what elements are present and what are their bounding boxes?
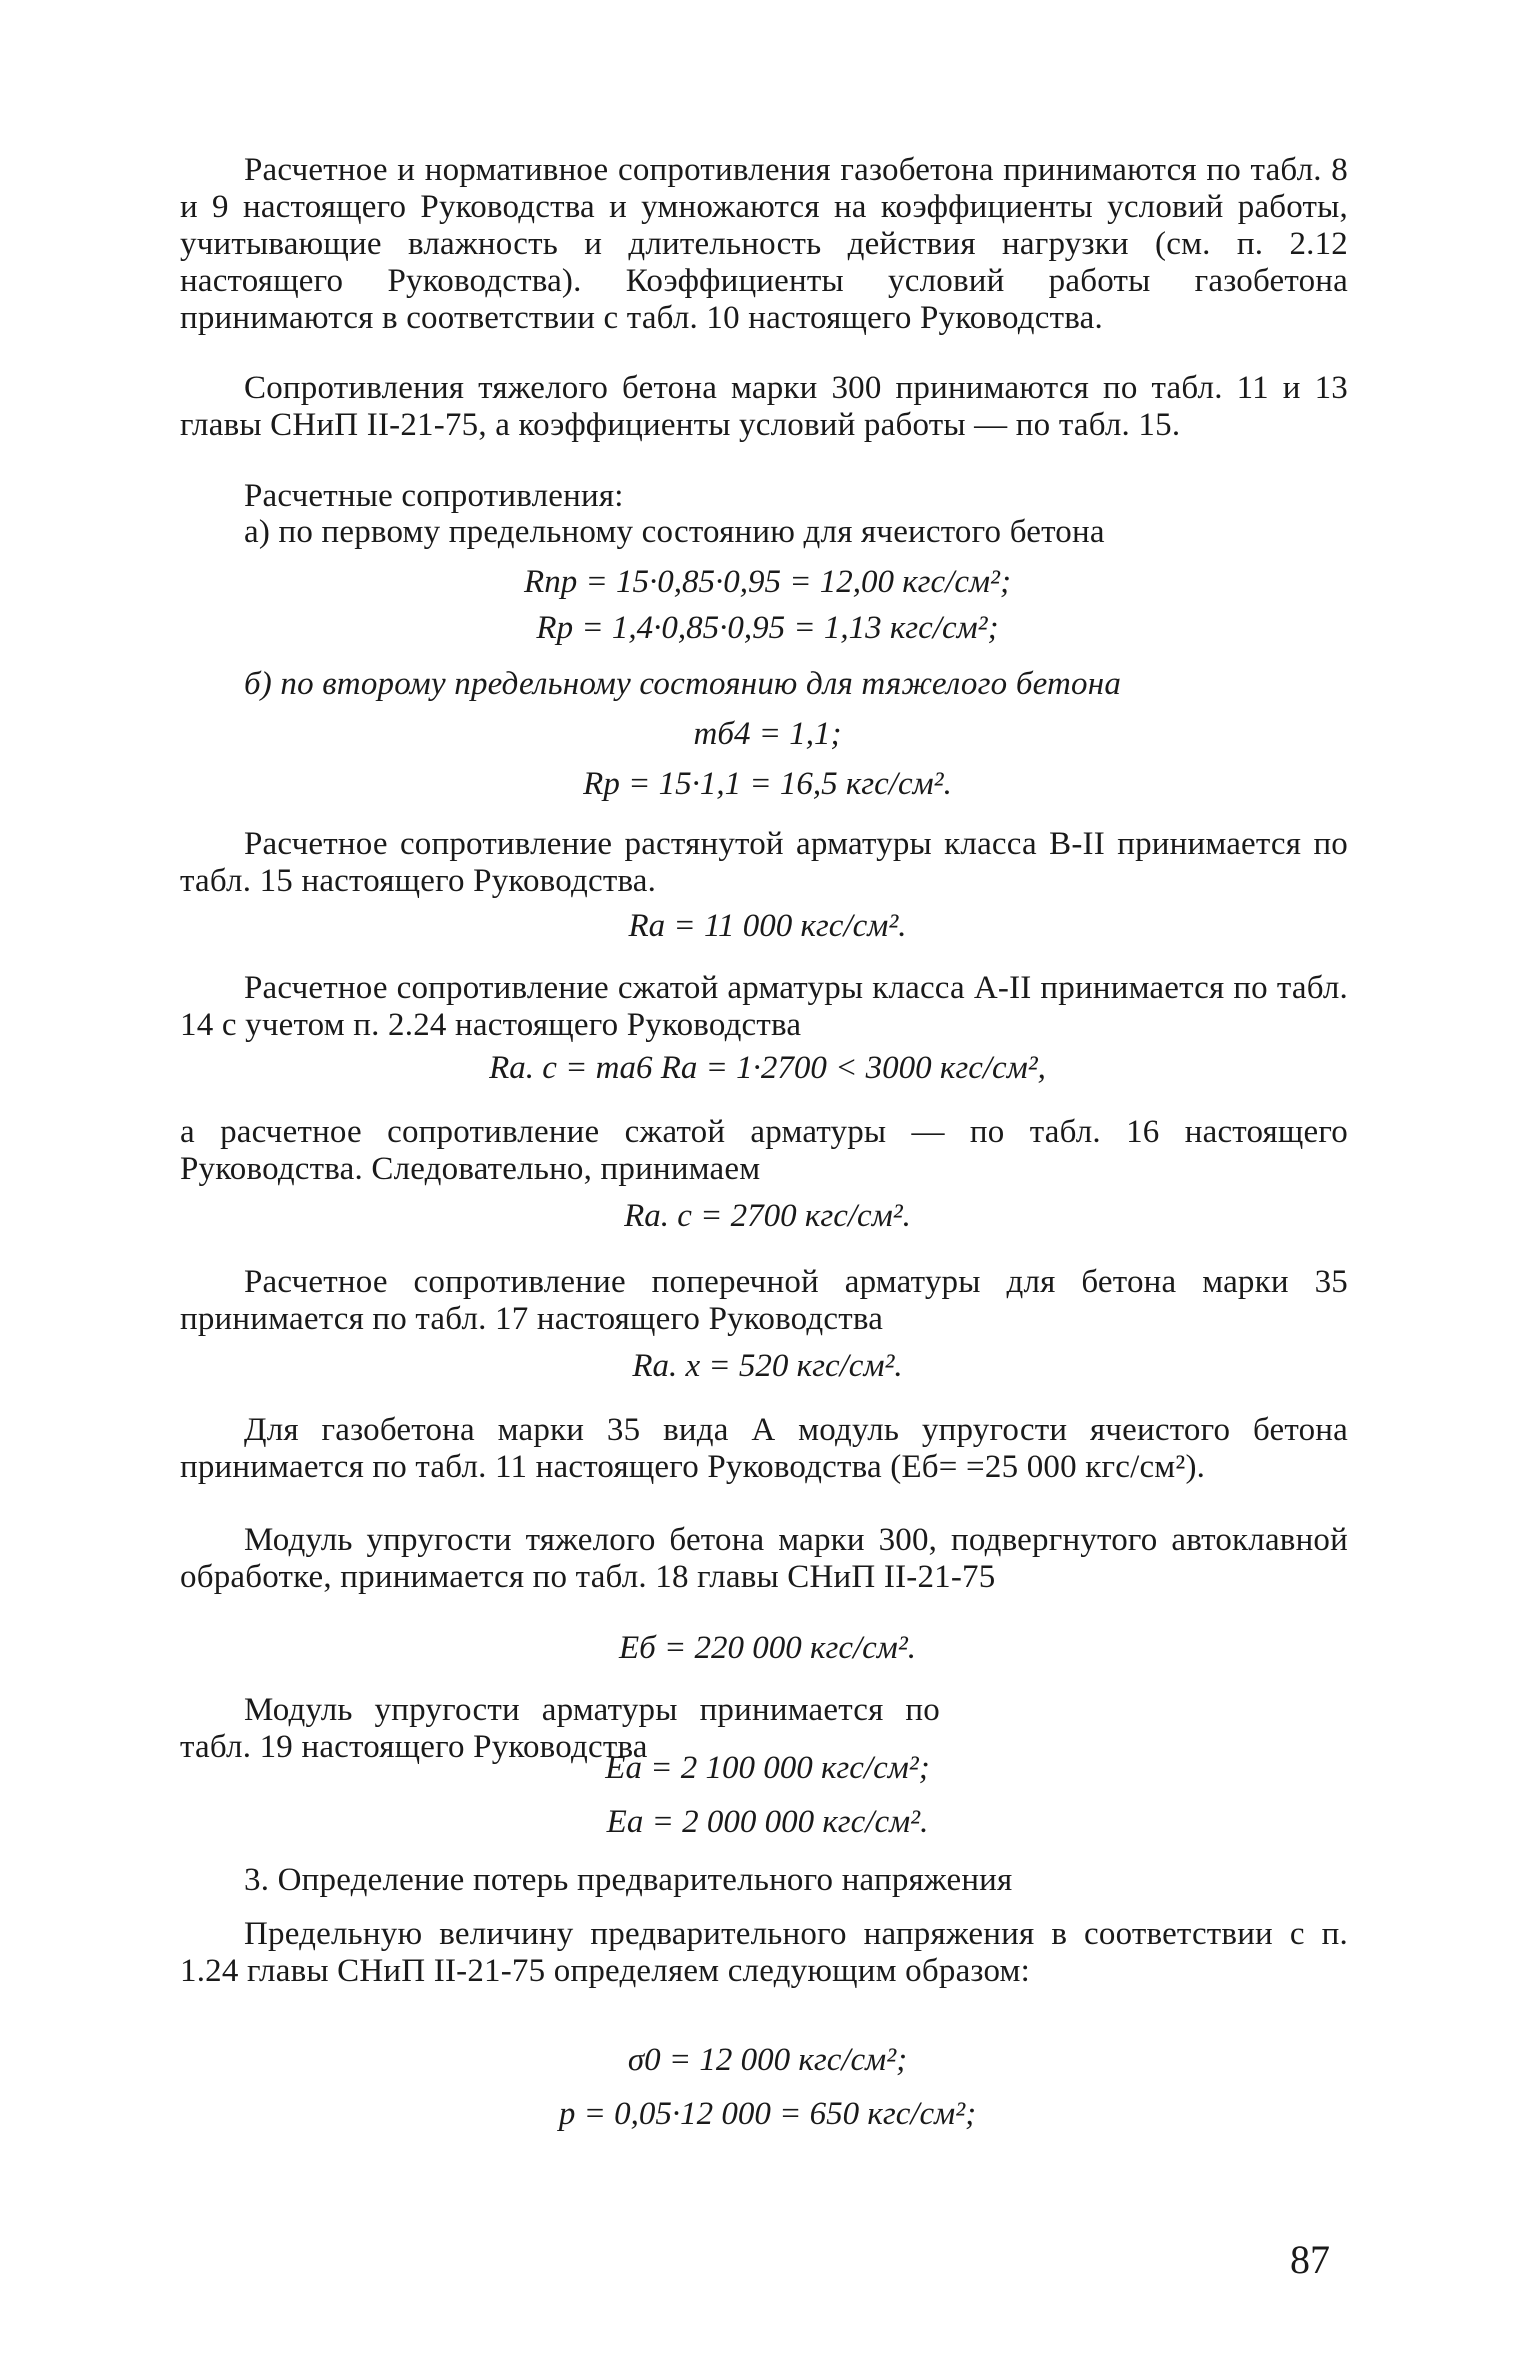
page-number: 87 bbox=[1290, 2237, 1330, 2282]
list-item-a: а) по первому предельному состоянию для ячеистого бетона bbox=[244, 514, 1105, 550]
section-heading-prestress-losses: 3. Определение потерь предварительного напряжения bbox=[244, 1862, 1013, 1898]
paragraph-design-resistance-gas-concrete: Расчетное и нормативное сопротивления газобетона принимаются по табл. 8 и 9 настоящего Руководства и умножаются на коэффициенты условий работы, учитывающие влажность и длительность действия нагрузки (см. п. 2.12 настоящего Руководства). Коэффициенты условий работы газобетона принимаются в соответствии с табл. 10 настоящего Руководства. bbox=[180, 152, 1348, 336]
formula-rpr: Rпр = 15·0,85·0,95 = 12,00 кгс/см²; bbox=[524, 564, 1011, 600]
formula-ra: Rа = 11 000 кгс/см². bbox=[628, 908, 907, 944]
paragraph-heavy-concrete-resistance: Сопротивления тяжелого бетона марки 300 принимаются по табл. 11 и 13 главы СНиП II-21-75, а коэффициенты условий работы — по табл. 15. bbox=[180, 370, 1348, 443]
formula-rac-second: Rа. с = 2700 кгс/см². bbox=[624, 1198, 911, 1234]
formula-rp-first: Rр = 1,4·0,85·0,95 = 1,13 кгс/см²; bbox=[536, 610, 999, 646]
paragraph-gas-concrete-modulus: Для газобетона марки 35 вида А модуль упругости ячеистого бетона принимается по табл. 11 настоящего Руководства (Еб= =25 000 кгс/см²). bbox=[180, 1412, 1348, 1485]
formula-sigma0: σ0 = 12 000 кгс/см²; bbox=[627, 2042, 908, 2078]
formula-mb4: mб4 = 1,1; bbox=[693, 716, 842, 752]
paragraph-compression-reinforcement-cont: а расчетное сопротивление сжатой арматуры — по табл. 16 настоящего Руководства. Следовательно, принимаем bbox=[180, 1114, 1348, 1187]
paragraph-prestress-limit: Предельную величину предварительного напряжения в соответствии с п. 1.24 главы СНиП II-21-75 определяем следующим образом: bbox=[180, 1916, 1348, 1989]
formula-p: p = 0,05·12 000 = 650 кгс/см²; bbox=[558, 2096, 977, 2132]
formula-rac-first: Rа. с = mа6 Rа = 1·2700 < 3000 кгс/см², bbox=[489, 1050, 1046, 1086]
list-item-b: б) по второму предельному состоянию для тяжелого бетона bbox=[244, 666, 1122, 702]
paragraph-compression-reinforcement: Расчетное сопротивление сжатой арматуры класса А-II принимается по табл. 14 с учетом п. 2.24 настоящего Руководства bbox=[180, 970, 1348, 1043]
formula-ea-second: Еа = 2 000 000 кгс/см². bbox=[606, 1804, 929, 1840]
formula-eb: Еб = 220 000 кгс/см². bbox=[619, 1630, 916, 1666]
paragraph-tension-reinforcement: Расчетное сопротивление растянутой арматуры класса В-II принимается по табл. 15 настоящего Руководства. bbox=[180, 826, 1348, 899]
paragraph-design-resistances-label: Расчетные сопротивления: bbox=[244, 478, 624, 514]
paragraph-transverse-reinforcement: Расчетное сопротивление поперечной арматуры для бетона марки 35 принимается по табл. 17 настоящего Руководства bbox=[180, 1264, 1348, 1337]
paragraph-reinforcement-modulus: Модуль упругости арматуры принимается по табл. 19 настоящего Руководства bbox=[180, 1692, 940, 1765]
formula-rp-second: Rр = 15·1,1 = 16,5 кгс/см². bbox=[583, 766, 952, 802]
paragraph-heavy-concrete-modulus: Модуль упругости тяжелого бетона марки 300, подвергнутого автоклавной обработке, принимается по табл. 18 главы СНиП II-21-75 bbox=[180, 1522, 1348, 1595]
formula-ea-first: Еа = 2 100 000 кгс/см²; bbox=[605, 1750, 930, 1786]
formula-rax: Rа. х = 520 кгс/см². bbox=[632, 1348, 903, 1384]
